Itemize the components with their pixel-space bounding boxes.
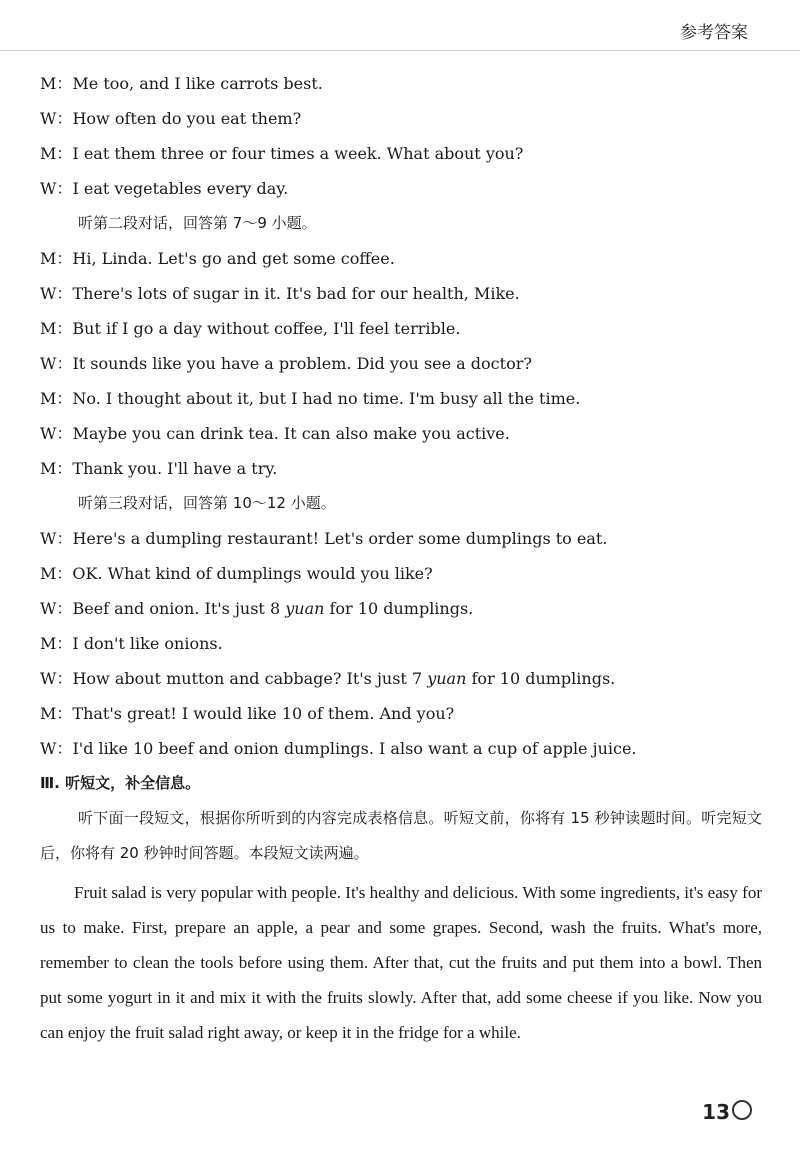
dialog-line: W：Maybe you can drink tea. It can also make you active. [40,424,510,443]
dialog-line: W：There's lots of sugar in it. It's bad for our health, Mike. [40,284,520,303]
speaker: M [40,319,57,338]
dialog-text: No. I thought about it, but I had no time. I'm busy all the time. [72,389,581,408]
speaker: W [40,179,57,198]
dialog-prompt: 听第二段对话，回答第 7～9 小题。 [78,214,317,232]
dialog-text-post: for 10 dumplings. [466,669,616,688]
dialog-line: W：How often do you eat them? [40,109,302,128]
currency-italic: yuan [427,669,467,688]
dialog-text: Me too, and I like carrots best. [72,74,323,93]
page-header-title: 参考答案 [680,23,748,43]
section-instructions: 听下面一段短文，根据你所听到的内容完成表格信息。听短文前，你将有 15 秒钟读题时间。听完短文后，你将有 20 秒钟时间答题。本段短文读两遍。 [40,809,762,862]
speaker: W [40,599,57,618]
dialog-line: M：Thank you. I'll have a try. [40,459,278,478]
dialog-line: M：Me too, and I like carrots best. [40,74,323,93]
dialog-text: There's lots of sugar in it. It's bad for our health, Mike. [72,284,520,303]
dialog-line: M：Hi, Linda. Let's go and get some coffee. [40,249,395,268]
header-divider [0,50,800,51]
dialog-text: OK. What kind of dumplings would you like? [72,564,433,583]
dialog-text: I eat them three or four times a week. What about you? [72,144,524,163]
dialog-text: That's great! I would like 10 of them. And you? [72,704,455,723]
dialog-text: Hi, Linda. Let's go and get some coffee. [72,249,395,268]
dialog-text: I don't like onions. [72,634,223,653]
dialog-text: But if I go a day without coffee, I'll feel terrible. [72,319,461,338]
section-heading: Ⅲ. 听短文，补全信息。 [40,774,201,792]
dialog-line: W：It sounds like you have a problem. Did you see a doctor? [40,354,532,373]
speaker: M [40,564,57,583]
speaker: W [40,109,57,128]
dialog-line: W：Here's a dumpling restaurant! Let's order some dumplings to eat. [40,529,608,548]
speaker: M [40,634,57,653]
speaker: W [40,529,57,548]
dialog-text-pre: How about mutton and cabbage? It's just 7 [72,669,428,688]
page-number-text: 13 [702,1100,730,1124]
dialog-text-post: for 10 dumplings. [324,599,474,618]
speaker: M [40,704,57,723]
page-content [40,66,762,1050]
speaker: W [40,739,57,758]
dialog-line: M：But if I go a day without coffee, I'll feel terrible. [40,319,461,338]
dialog-text: I'd like 10 beef and onion dumplings. I also want a cup of apple juice. [72,739,637,758]
dialog-line: M：OK. What kind of dumplings would you like? [40,564,433,583]
speaker: W [40,669,57,688]
dialog-text: Maybe you can drink tea. It can also make you active. [72,424,510,443]
speaker: M [40,389,57,408]
dialog-prompt: 听第三段对话，回答第 10～12 小题。 [78,494,336,512]
dialog-text-pre: Beef and onion. It's just 8 [72,599,286,618]
speaker: M [40,144,57,163]
speaker: W [40,354,57,373]
dialog-line: M：No. I thought about it, but I had no time. I'm busy all the time. [40,389,581,408]
dialog-line: M：I don't like onions. [40,634,223,653]
dialog-line: W：Beef and onion. It's just 8 yuan for 10 dumplings. [40,599,474,618]
dialog-text: I eat vegetables every day. [72,179,289,198]
dialog-line: W：I eat vegetables every day. [40,179,289,198]
dialog-line: W：I'd like 10 beef and onion dumplings. I also want a cup of apple juice. [40,739,637,758]
page-number [702,1100,752,1124]
dialog-text: Here's a dumpling restaurant! Let's order some dumplings to eat. [72,529,608,548]
dialog-text: How often do you eat them? [72,109,302,128]
speaker: M [40,74,57,93]
dialog-text: Thank you. I'll have a try. [72,459,278,478]
dialog-line: M：I eat them three or four times a week. What about you? [40,144,524,163]
speaker: W [40,424,57,443]
speaker: M [40,459,57,478]
page-badge-icon [732,1100,752,1120]
speaker: M [40,249,57,268]
dialog-line: W：How about mutton and cabbage? It's just 7 yuan for 10 dumplings. [40,669,616,688]
dialog-line: M：That's great! I would like 10 of them. And you? [40,704,455,723]
listening-passage: Fruit salad is very popular with people. It's healthy and delicious. With some ingredients, it's easy for us to make. First, prepare an apple, a pear and some grapes. Second, wash the fruits. What's more, remember to clean the tools before using them. After that, cut the fruits and put them into a bowl. Then put some yogurt in it and mix it with the fruits slowly. After that, add some cheese if you like. Now you can enjoy the fruit salad right away, or keep it in the fridge for a while. [40,883,762,1042]
dialog-text: It sounds like you have a problem. Did you see a doctor? [72,354,532,373]
speaker: W [40,284,57,303]
currency-italic: yuan [285,599,325,618]
